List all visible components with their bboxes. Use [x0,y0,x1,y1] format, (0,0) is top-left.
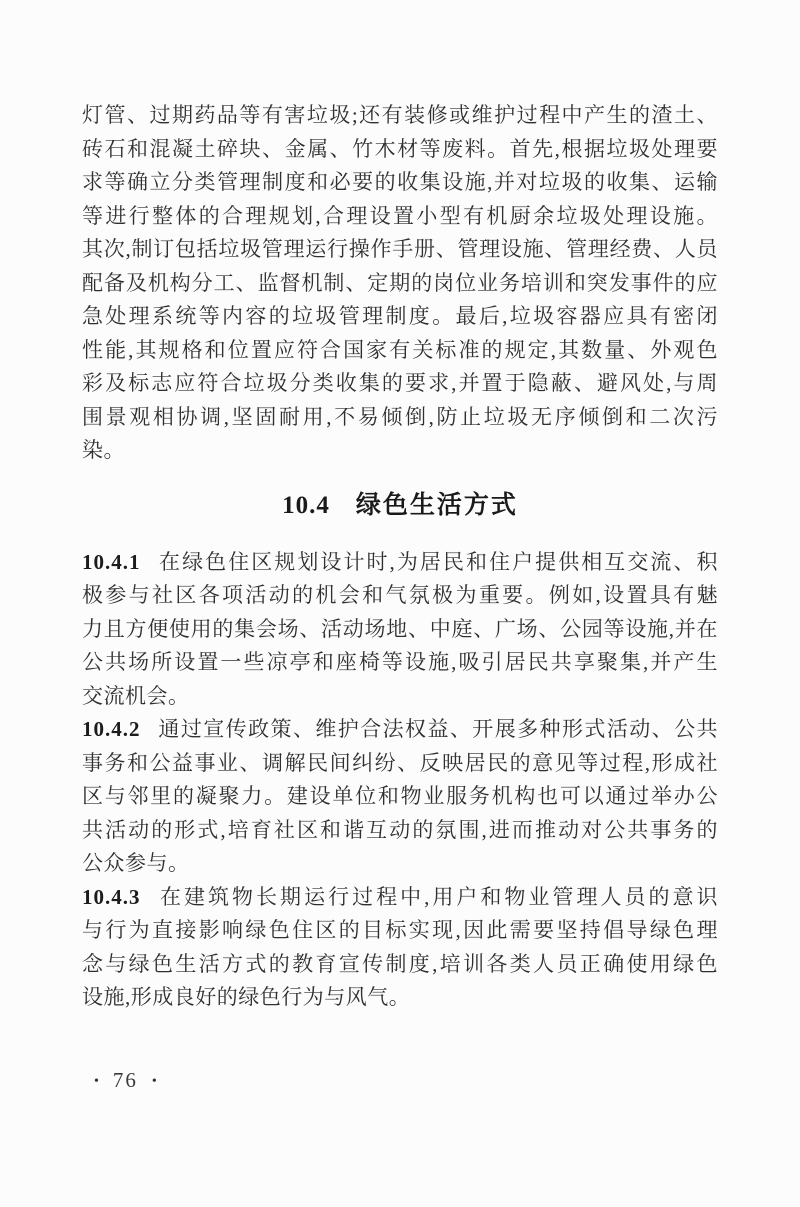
clause-number: 10.4.3 [82,884,141,909]
clause-number: 10.4.1 [82,549,141,574]
footer-right-dot: • [151,1074,157,1089]
section-heading [82,489,718,523]
page-footer [94,1066,157,1096]
text-line: 交流机会。 [82,683,190,708]
clause-paragraph [82,546,718,714]
clause-number: 10.4.2 [82,717,141,741]
text-line: 公共场所设置一些凉亭和座椅等设施,吸引居民共享聚集,并产生 [82,650,718,674]
section-heading-title: 绿色生活方式 [355,491,518,519]
text-line: 共活动的形式,培育社区和谐互动的氛围,进而推动对公共事务的 [82,817,718,842]
clause-paragraph [82,713,718,881]
text-line: 染。 [82,438,125,462]
text-line: 急处理系统等内容的垃圾管理制度。最后,垃圾容器应具有密闭 [82,304,718,328]
text-line: 等进行整体的合理规划,合理设置小型有机厨余垃圾处理设施。 [82,203,718,228]
text-line: 10.4.2 通过宣传政策、维护合法权益、开展多种形式活动、公共 [82,717,718,741]
body-paragraph [82,99,718,468]
text-line: 求等确立分类管理制度和必要的收集设施,并对垃圾的收集、运输 [82,170,718,194]
text-line: 砖石和混凝土碎块、金属、竹木材等废料。首先,根据垃圾处理要 [82,136,718,161]
text-line: 设施,形成良好的绿色行为与风气。 [82,985,411,1009]
text-line: 与行为直接影响绿色住区的目标实现,因此需要坚持倡导绿色理 [82,918,718,942]
text-line: 配备及机构分工、监督机制、定期的岗位业务培训和突发事件的应 [82,270,718,295]
text-line: 性能,其规格和位置应符合国家有关标准的规定,其数量、外观色 [82,337,718,362]
footer-left-dot: • [94,1074,99,1089]
text-line: 事务和公益事业、调解民间纠纷、反映居民的意见等过程,形成社 [82,750,718,775]
text-line: 区与邻里的凝聚力。建设单位和物业服务机构也可以通过举办公 [82,784,718,808]
text-line: 公众参与。 [82,851,190,875]
page-number: 76 [112,1068,138,1092]
text-line: 彩及标志应符合垃圾分类收集的要求,并置于隐蔽、避风处,与周 [82,371,718,395]
text-line: 念与绿色生活方式的教育宣传制度,培训各类人员正确使用绿色 [82,951,718,976]
text-line: 围景观相协调,坚固耐用,不易倾倒,防止垃圾无序倾倒和二次污 [82,404,718,429]
section-heading-number: 10.4 [282,491,330,519]
text-line: 10.4.1 在绿色住区规划设计时,为居民和住户提供相互交流、积 [82,549,718,574]
clause-paragraph [82,881,718,1015]
text-line: 力且方便使用的集会场、活动场地、中庭、广场、公园等设施,并在 [82,616,718,641]
text-line: 10.4.3 在建筑物长期运行过程中,用户和物业管理人员的意识 [82,884,718,909]
page-content [82,99,718,1015]
text-line: 其次,制订包括垃圾管理运行操作手册、管理设施、管理经费、人员 [82,237,718,261]
text-line: 灯管、过期药品等有害垃圾;还有装修或维护过程中产生的渣土、 [82,103,718,127]
text-line: 极参与社区各项活动的机会和气氛极为重要。例如,设置具有魅 [82,583,718,607]
